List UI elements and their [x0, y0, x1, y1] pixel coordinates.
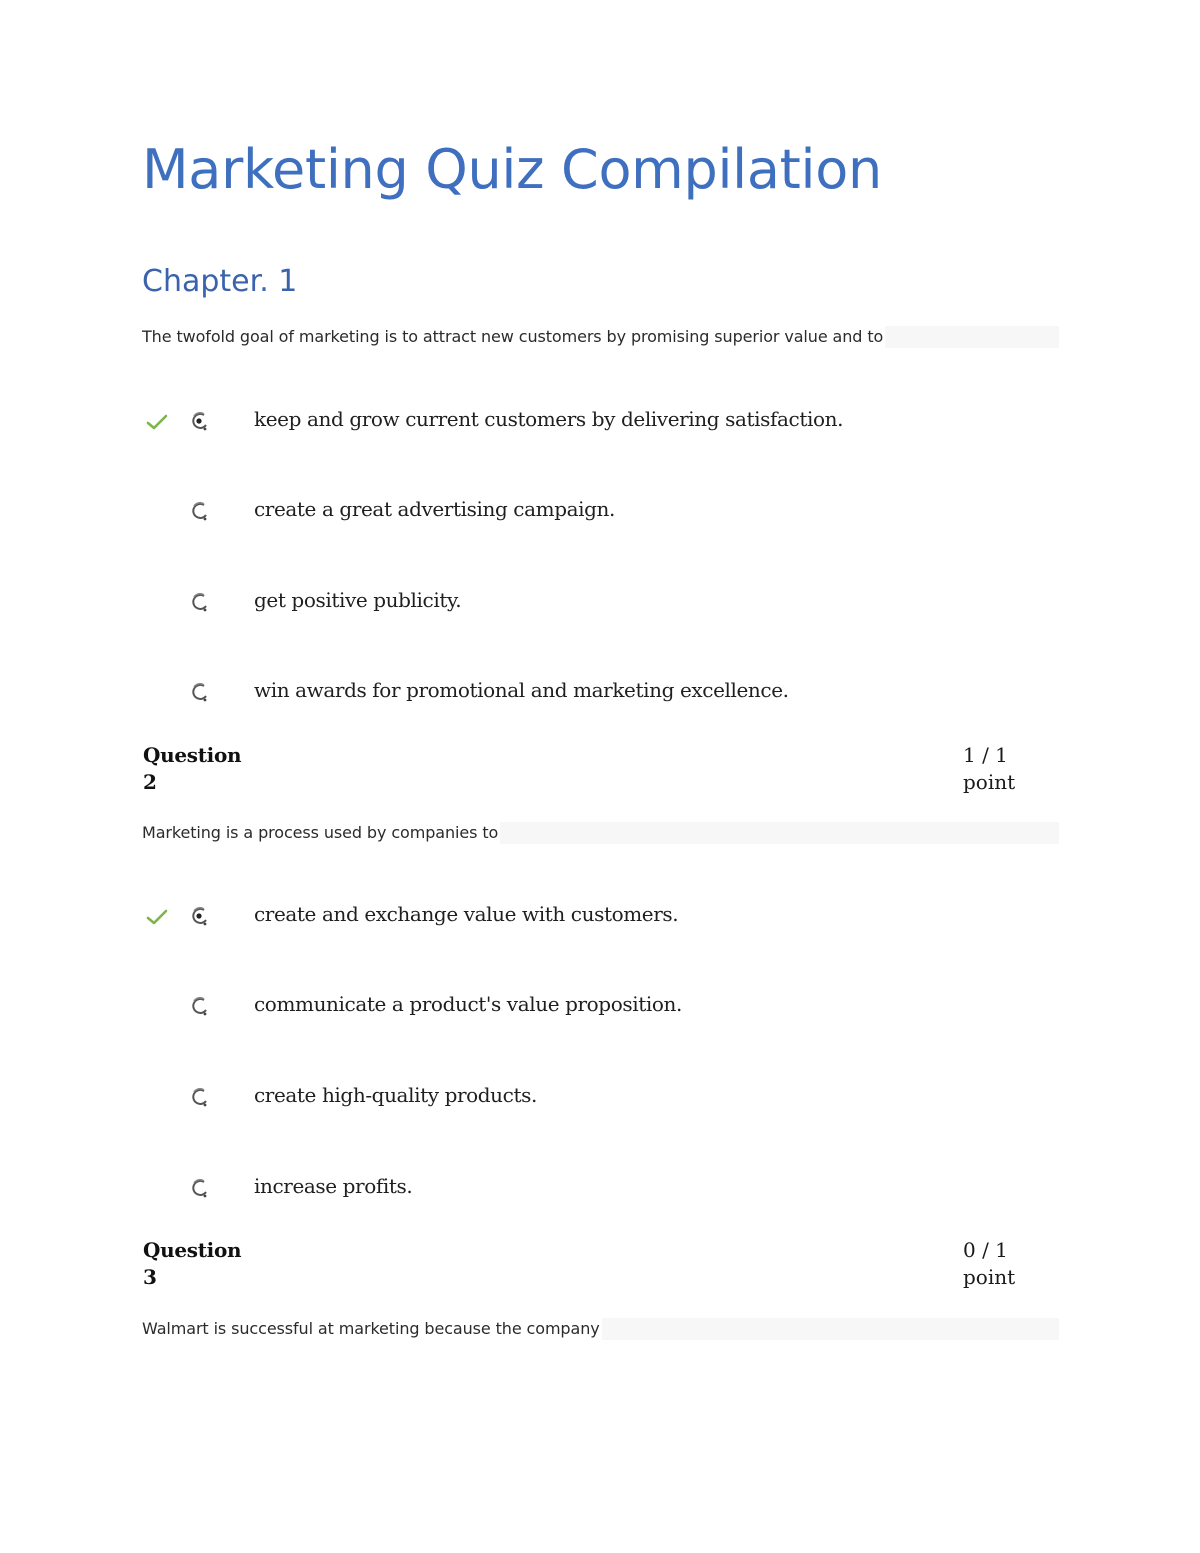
question-prompt-text: Walmart is successful at marketing because the company: [142, 1319, 600, 1338]
answer-text: communicate a product's value proposition.: [254, 992, 682, 1016]
answer-text: keep and grow current customers by delivering satisfaction.: [254, 407, 844, 431]
answer-option[interactable]: [0, 497, 1200, 541]
question-label-word: Question: [143, 1238, 242, 1262]
radio-icon[interactable]: [190, 1087, 210, 1109]
question-score: [963, 742, 1015, 796]
score-value: 0 / 1: [963, 1238, 1008, 1262]
question-prompt: [140, 326, 1059, 348]
answer-text: get positive publicity.: [254, 588, 462, 612]
question-score: [963, 1237, 1015, 1291]
check-icon: [146, 413, 168, 431]
score-unit: point: [963, 1265, 1016, 1289]
question-label-word: Question: [143, 743, 242, 767]
score-value: 1 / 1: [963, 743, 1008, 767]
question-label: [143, 742, 241, 796]
radio-icon[interactable]: [190, 501, 210, 523]
radio-icon[interactable]: [190, 592, 210, 614]
radio-icon[interactable]: [190, 996, 210, 1018]
answer-text: increase profits.: [254, 1174, 413, 1198]
answer-option[interactable]: [0, 1083, 1200, 1127]
answer-option[interactable]: [0, 678, 1200, 722]
answer-option[interactable]: [0, 992, 1200, 1036]
radio-icon[interactable]: [190, 1178, 210, 1200]
answer-option[interactable]: [0, 407, 1200, 451]
question-label: [143, 1237, 241, 1291]
question-number: 3: [143, 1265, 157, 1289]
answer-text: create high-quality products.: [254, 1083, 537, 1107]
question-number: 2: [143, 770, 157, 794]
answer-text: create a great advertising campaign.: [254, 497, 615, 521]
score-unit: point: [963, 770, 1016, 794]
question-prompt-text: Marketing is a process used by companies to: [142, 823, 499, 842]
check-icon: [146, 908, 168, 926]
question-prompt: [140, 1318, 1059, 1340]
answer-option[interactable]: [0, 902, 1200, 946]
radio-selected-icon[interactable]: [190, 906, 210, 928]
answer-text: create and exchange value with customers.: [254, 902, 679, 926]
question-prompt: [140, 822, 1059, 844]
radio-icon[interactable]: [190, 682, 210, 704]
answer-option[interactable]: [0, 588, 1200, 632]
chapter-heading: Chapter. 1: [142, 264, 298, 299]
page-title: Marketing Quiz Compilation: [142, 138, 882, 201]
answer-text: win awards for promotional and marketing excellence.: [254, 678, 789, 702]
question-prompt-text: The twofold goal of marketing is to attract new customers by promising superior value and to: [142, 327, 884, 346]
radio-selected-icon[interactable]: [190, 411, 210, 433]
answer-option[interactable]: [0, 1174, 1200, 1218]
